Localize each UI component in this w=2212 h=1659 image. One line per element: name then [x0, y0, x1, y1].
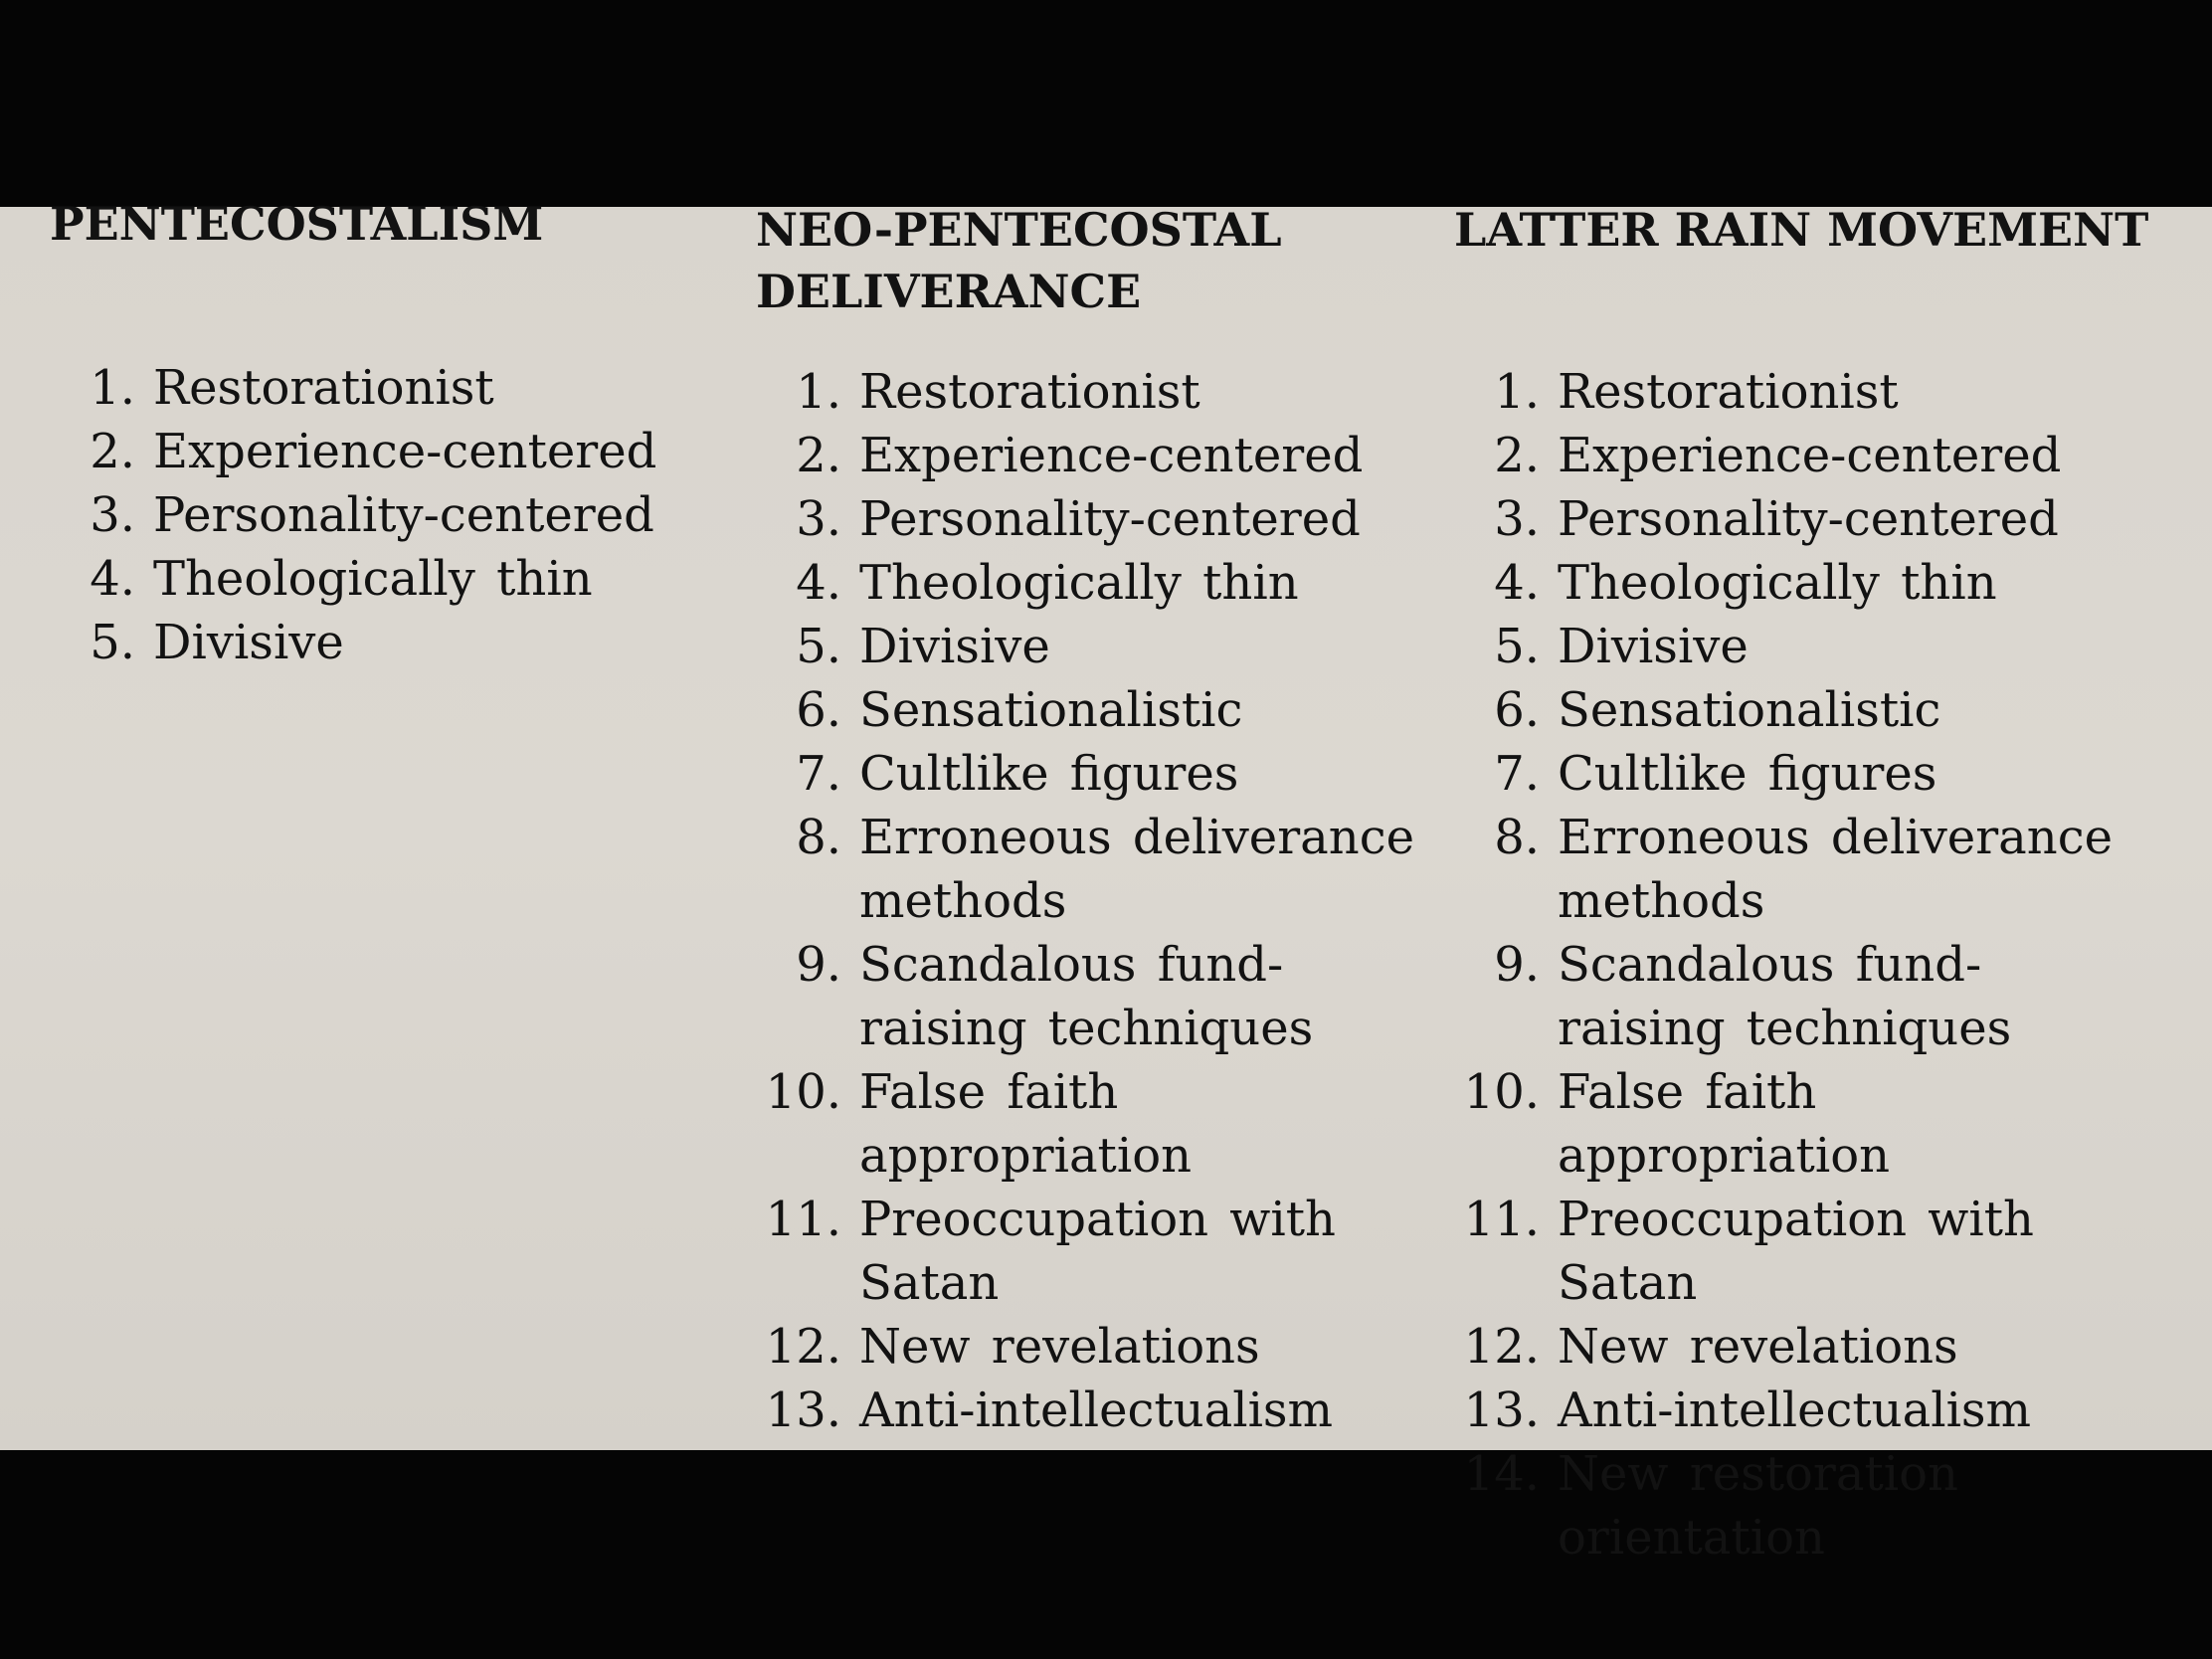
- list-item: [756, 1379, 1416, 1442]
- item-text: New revelations: [1558, 1319, 1958, 1375]
- item-number: 3.: [90, 487, 135, 543]
- item-number: 9.: [1494, 937, 1540, 993]
- column-neo-pentecostal-deliverance: [756, 203, 1452, 1438]
- list-item: [1454, 1060, 2115, 1188]
- item-number: 1.: [90, 360, 135, 416]
- list-item: [1454, 551, 2115, 615]
- list-item: [1454, 1188, 2115, 1315]
- list-item: [756, 615, 1416, 678]
- item-number: 5.: [1494, 619, 1540, 674]
- item-text: Theologically thin: [153, 551, 593, 607]
- column-heading: NEO-PENTECOSTAL DELIVERANCE: [756, 203, 1282, 318]
- column-pentecostalism: [50, 197, 706, 670]
- item-number: 14.: [1463, 1446, 1540, 1502]
- item-number: 8.: [796, 810, 841, 865]
- column-latter-rain-movement: [1454, 203, 2210, 1566]
- item-text: Anti-intellectualism: [859, 1382, 1334, 1438]
- item-text: Divisive: [859, 619, 1050, 674]
- list-item: [756, 678, 1416, 742]
- list-item: [1454, 678, 2115, 742]
- item-text: Scandalous fund-raising techniques: [859, 937, 1314, 1056]
- item-number: 3.: [1494, 491, 1540, 547]
- item-number: 6.: [1494, 682, 1540, 738]
- book-page: [0, 197, 2212, 1566]
- list-item: [756, 742, 1416, 806]
- item-text: Erroneous deliverance methods: [859, 810, 1414, 929]
- item-text: Divisive: [153, 615, 344, 670]
- item-text: Theologically thin: [859, 555, 1299, 611]
- item-text: Cultlike figures: [1558, 746, 1937, 802]
- item-number: 7.: [1494, 746, 1540, 802]
- item-text: New revelations: [859, 1319, 1260, 1375]
- list-item: [756, 806, 1416, 933]
- list-item: [1454, 933, 2115, 1060]
- list-item: [756, 1315, 1416, 1379]
- item-number: 3.: [796, 491, 841, 547]
- item-text: Scandalous fund-raising techniques: [1558, 937, 2012, 1056]
- item-text: Theologically thin: [1558, 555, 1997, 611]
- item-number: 5.: [90, 615, 135, 670]
- item-number: 12.: [765, 1319, 841, 1375]
- item-number: 11.: [765, 1192, 841, 1247]
- list-item: [1454, 806, 2115, 933]
- list-item: [50, 420, 656, 483]
- item-number: 8.: [1494, 810, 1540, 865]
- item-number: 13.: [765, 1382, 841, 1438]
- item-text: Preoccupation with Satan: [859, 1192, 1336, 1311]
- list-item: [50, 547, 656, 611]
- item-number: 4.: [1494, 555, 1540, 611]
- list-item: [756, 487, 1416, 551]
- item-text: False faith appropriation: [859, 1064, 1193, 1184]
- list-item: [756, 360, 1416, 424]
- item-text: Experience-centered: [1558, 428, 2062, 483]
- item-number: 1.: [1494, 364, 1540, 420]
- item-text: Restorationist: [153, 360, 494, 416]
- list-item: [50, 611, 656, 674]
- item-number: 9.: [796, 937, 841, 993]
- item-number: 7.: [796, 746, 841, 802]
- list-item: [1454, 615, 2115, 678]
- item-text: Erroneous deliverance methods: [1558, 810, 2113, 929]
- item-number: 10.: [765, 1064, 841, 1120]
- trait-list: [756, 360, 1416, 1442]
- item-number: 4.: [796, 555, 841, 611]
- item-text: Experience-centered: [859, 428, 1364, 483]
- item-number: 2.: [90, 424, 135, 479]
- list-item: [756, 1188, 1416, 1315]
- item-text: Anti-intellectualism: [1558, 1382, 2032, 1438]
- item-number: 13.: [1463, 1382, 1540, 1438]
- item-text: Restorationist: [1558, 364, 1899, 420]
- list-item: [1454, 424, 2115, 487]
- item-text: Personality-centered: [859, 491, 1361, 547]
- list-item: [1454, 1379, 2115, 1442]
- item-text: Sensationalistic: [1558, 682, 1941, 738]
- item-number: 2.: [796, 428, 841, 483]
- list-item: [50, 483, 656, 547]
- list-item: [756, 551, 1416, 615]
- list-item: [1454, 1442, 2115, 1569]
- column-heading: LATTER RAIN MOVEMENT: [1454, 203, 2149, 257]
- list-item: [1454, 1315, 2115, 1379]
- item-number: 10.: [1463, 1064, 1540, 1120]
- list-item: [1454, 742, 2115, 806]
- item-text: Restorationist: [859, 364, 1200, 420]
- list-item: [1454, 487, 2115, 551]
- item-text: Sensationalistic: [859, 682, 1243, 738]
- list-item: [50, 356, 656, 420]
- list-item: [756, 933, 1416, 1060]
- trait-list: [50, 356, 656, 674]
- item-number: 1.: [796, 364, 841, 420]
- item-number: 11.: [1463, 1192, 1540, 1247]
- item-text: Divisive: [1558, 619, 1749, 674]
- trait-list: [1454, 360, 2115, 1569]
- item-number: 12.: [1463, 1319, 1540, 1375]
- item-text: False faith appropriation: [1558, 1064, 1891, 1184]
- list-item: [756, 1060, 1416, 1188]
- item-text: Preoccupation with Satan: [1558, 1192, 2034, 1311]
- list-item: [1454, 360, 2115, 424]
- item-text: New restoration orientation: [1558, 1446, 1958, 1566]
- item-text: Personality-centered: [1558, 491, 2059, 547]
- item-number: 6.: [796, 682, 841, 738]
- item-number: 4.: [90, 551, 135, 607]
- item-number: 2.: [1494, 428, 1540, 483]
- column-heading: PENTECOSTALISM: [50, 197, 544, 251]
- item-text: Experience-centered: [153, 424, 657, 479]
- item-text: Personality-centered: [153, 487, 654, 543]
- item-number: 5.: [796, 619, 841, 674]
- item-text: Cultlike figures: [859, 746, 1239, 802]
- list-item: [756, 424, 1416, 487]
